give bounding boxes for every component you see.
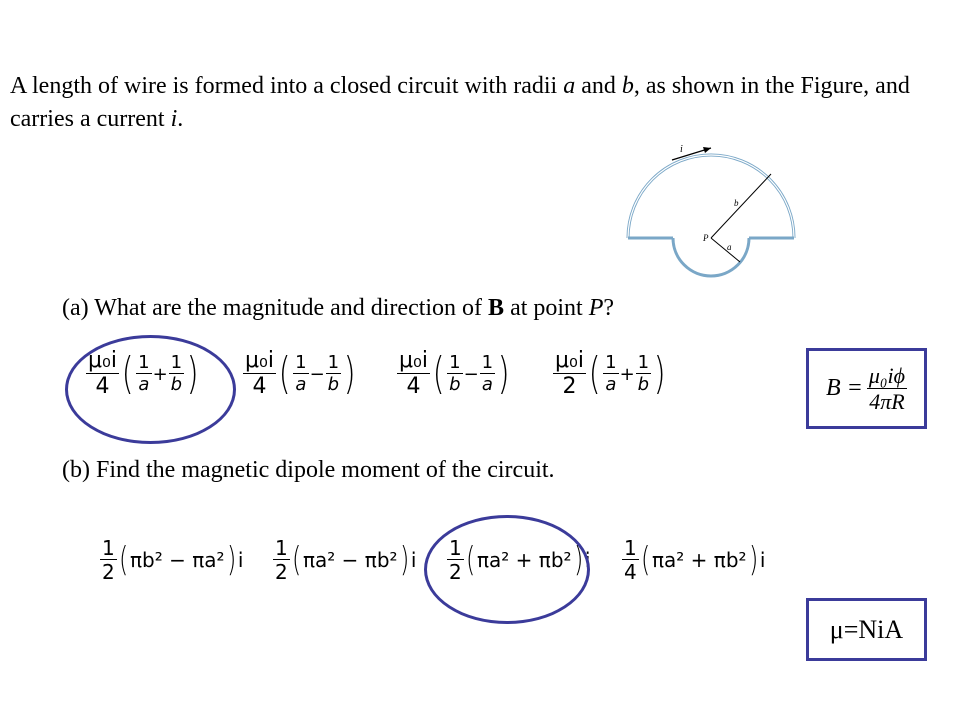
operator: −	[463, 363, 479, 385]
question-a	[62, 293, 614, 323]
expression-tail: i	[237, 548, 244, 572]
term1-num: 1	[605, 352, 617, 373]
operator: −	[309, 363, 325, 385]
option-a-4[interactable]	[553, 350, 668, 398]
coef-den: 2	[275, 560, 288, 584]
term2-den: b	[170, 374, 183, 395]
option-a-3[interactable]	[397, 350, 512, 398]
term2-num: 1	[481, 352, 494, 373]
right-paren: )	[573, 540, 583, 580]
coef-num: 1	[275, 536, 288, 560]
expression-body: πb² − πa²	[130, 548, 225, 572]
question-a-text: at point	[504, 295, 589, 321]
operator: +	[619, 363, 635, 385]
label-a: a	[727, 242, 732, 252]
coef-den: 2	[102, 560, 115, 584]
term1-num: 1	[295, 352, 307, 373]
term1	[603, 354, 618, 394]
left-paren: (	[118, 540, 129, 580]
coef-num: 1	[449, 536, 462, 560]
coef-num: μ₀i	[88, 348, 117, 373]
term1-den: a	[295, 374, 307, 395]
label-b: b	[734, 198, 739, 208]
right-paren: )	[748, 540, 758, 580]
label-i: i	[680, 144, 683, 155]
circuit-diagram	[610, 138, 810, 283]
var-i: i	[170, 106, 178, 132]
right-paren: )	[226, 540, 236, 580]
left-paren: (	[465, 540, 476, 580]
outer-arc-core	[628, 155, 794, 238]
left-paren: (	[291, 540, 302, 580]
question-a-italic: P	[588, 295, 604, 321]
current-arrow-head	[703, 147, 711, 153]
term2	[480, 354, 495, 394]
coef-den: 2	[449, 560, 462, 584]
formula-den: 4πR	[869, 388, 905, 414]
b-field-formula	[806, 348, 927, 429]
formula-num: μ₀iϕ	[868, 362, 906, 388]
coef	[100, 538, 117, 582]
coef-den: 4	[624, 560, 637, 584]
radius-b-line	[711, 174, 771, 238]
term2-den: b	[637, 374, 650, 395]
option-b-1[interactable]	[100, 538, 243, 582]
expression-body: πa² − πb²	[303, 548, 398, 572]
outer-arc-outline	[628, 155, 794, 238]
option-b-4[interactable]	[622, 538, 765, 582]
inner-arc	[673, 238, 749, 276]
coef-num: 1	[102, 536, 115, 560]
var-a: a	[563, 73, 576, 99]
coef	[243, 350, 276, 398]
term2	[636, 354, 651, 394]
expression-tail: i	[410, 548, 417, 572]
coef-den: 4	[406, 374, 421, 399]
intro-part: A length of wire is formed into a closed circuit with radii	[10, 73, 564, 99]
option-b-2[interactable]	[273, 538, 416, 582]
coef-den: 4	[95, 374, 110, 399]
right-paren: )	[343, 348, 356, 399]
left-paren: (	[432, 348, 445, 399]
right-paren: )	[186, 348, 199, 399]
answer-highlight-b	[424, 515, 590, 624]
intro-part: , as shown in the Figure, and carries a current	[10, 73, 910, 132]
coef-den: 2	[562, 374, 577, 399]
left-paren: (	[640, 540, 651, 580]
coef-num: 1	[624, 536, 637, 560]
radius-a-line	[711, 238, 740, 262]
answer-highlight-a	[65, 335, 236, 444]
intro-part: and	[575, 73, 622, 99]
term2-num: 1	[327, 352, 340, 373]
left-paren: (	[588, 348, 601, 399]
term2	[326, 354, 341, 394]
coef	[553, 350, 586, 398]
question-a-bold: B	[488, 295, 505, 321]
option-a-2[interactable]	[243, 350, 358, 398]
term1-num: 1	[138, 352, 150, 373]
expression-tail: i	[584, 548, 591, 572]
question-b: (b) Find the magnetic dipole moment of the circuit.	[62, 457, 555, 483]
coef	[397, 350, 430, 398]
formula-fraction	[867, 362, 907, 414]
coef-num: μ₀i	[399, 348, 428, 373]
term2-num: 1	[637, 352, 650, 373]
right-paren: )	[399, 540, 409, 580]
left-paren: (	[278, 348, 291, 399]
dipole-formula: μ=NiA	[806, 598, 927, 661]
right-paren: )	[497, 348, 510, 399]
term1-den: a	[605, 374, 617, 395]
coef	[273, 538, 290, 582]
question-a-text: ?	[603, 295, 615, 321]
term1-den: a	[138, 374, 150, 395]
intro-text	[10, 70, 910, 136]
term2-den: b	[327, 374, 340, 395]
operator: +	[152, 363, 168, 385]
term1-num: 1	[449, 352, 461, 373]
coef	[622, 538, 639, 582]
formula-lhs: B =	[825, 375, 863, 401]
term2-den: a	[481, 374, 493, 395]
left-paren: (	[121, 348, 134, 399]
expression-body: πa² + πb²	[652, 548, 747, 572]
question-a-text: (a) What are the magnitude and direction of	[62, 295, 489, 321]
expression-tail: i	[759, 548, 766, 572]
intro-part: .	[177, 106, 184, 132]
term1-den: b	[449, 374, 461, 395]
coef-den: 4	[252, 374, 267, 399]
coef-num: μ₀i	[245, 348, 274, 373]
var-b: b	[621, 73, 634, 99]
term2-num: 1	[170, 352, 183, 373]
term1	[447, 354, 462, 394]
label-P: P	[703, 233, 709, 243]
circuit-figure	[610, 138, 810, 288]
expression-body: πa² + πb²	[477, 548, 572, 572]
term1	[293, 354, 308, 394]
right-paren: )	[653, 348, 666, 399]
coef-num: μ₀i	[555, 348, 584, 373]
